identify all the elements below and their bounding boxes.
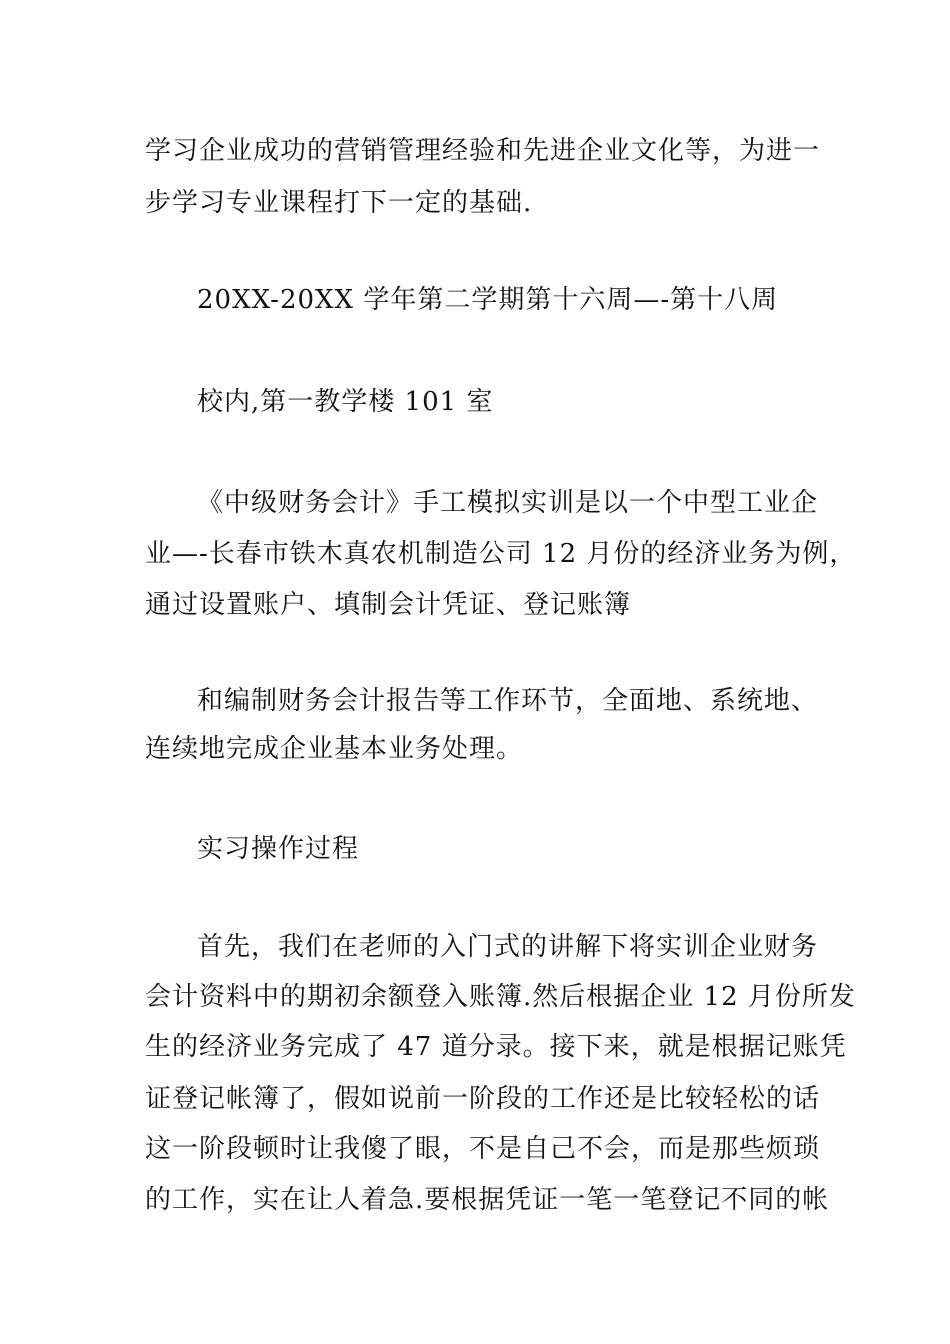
paragraph-line: 通过设置账户、填制会计凭证、登记账簿 <box>145 590 632 620</box>
paragraph-line: 业—-长春市铁木真农机制造公司 12 月份的经济业务为例， <box>145 539 857 569</box>
paragraph-line: 连续地完成企业基本业务处理。 <box>145 734 524 764</box>
paragraph-line: 步学习专业课程打下一定的基础. <box>145 188 533 218</box>
location-line: 校内,第一教学楼 101 室 <box>197 387 494 417</box>
paragraph-line: 学习企业成功的营销管理经验和先进企业文化等，为进一 <box>145 136 821 166</box>
paragraph-line: 会计资料中的期初余额登入账簿.然后根据企业 12 月份所发 <box>145 982 856 1012</box>
paragraph-line: 和编制财务会计报告等工作环节，全面地、系统地、 <box>197 686 819 716</box>
paragraph-line: 生的经济业务完成了 47 道分录。接下来，就是根据记账凭 <box>145 1032 847 1062</box>
paragraph-line: 这一阶段顿时让我傻了眼，不是自己不会，而是那些烦琐 <box>145 1134 821 1164</box>
paragraph-line: 证登记帐簿了，假如说前一阶段的工作还是比较轻松的话 <box>145 1084 821 1114</box>
period-line: 20XX-20XX 学年第二学期第十六周—-第十八周 <box>197 285 779 315</box>
paragraph-line: 首先，我们在老师的入门式的讲解下将实训企业财务 <box>197 932 819 962</box>
paragraph-line: 的工作，实在让人着急.要根据凭证一笔一笔登记不同的帐 <box>145 1185 830 1215</box>
paragraph-line: 《中级财务会计》手工模拟实训是以一个中型工业企 <box>197 488 819 518</box>
section-heading: 实习操作过程 <box>197 834 360 864</box>
